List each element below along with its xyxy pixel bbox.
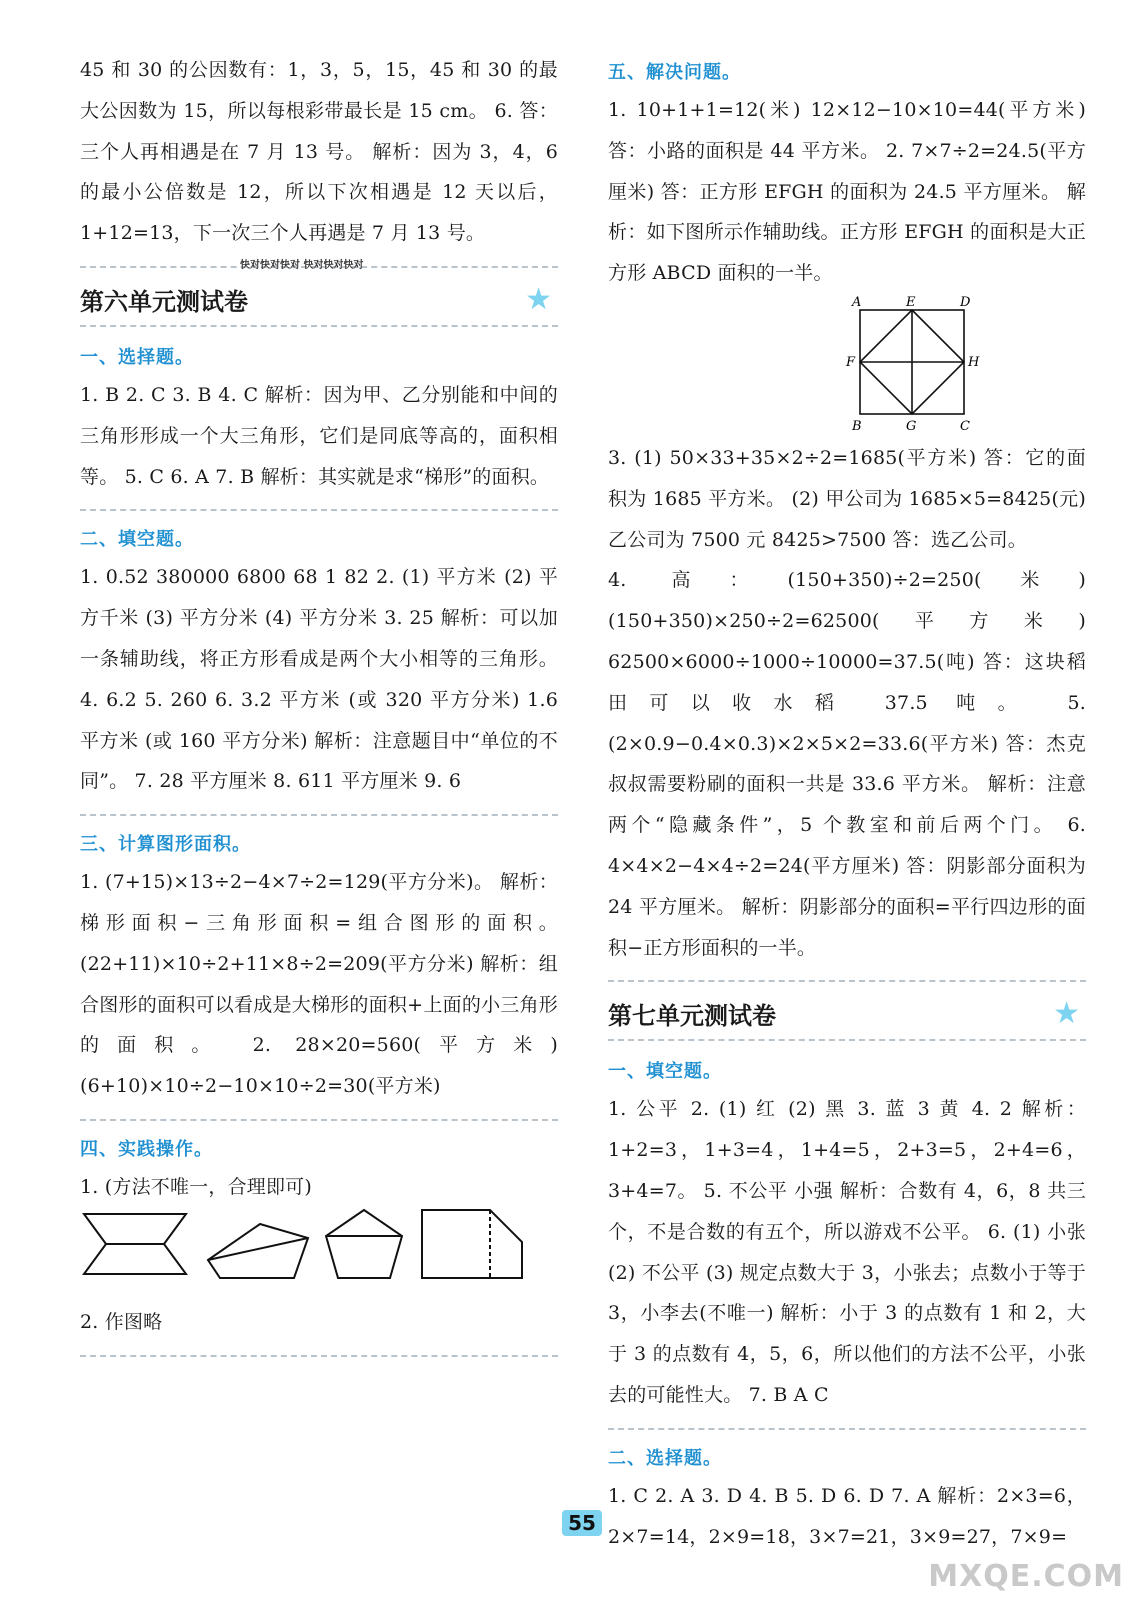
choice-answers-u7: 1. C 2. A 3. D 4. B 5. D 6. D 7. A 解析：2×3=6，2×7=14，2×9=18，3×7=21，3×9=27，7×9= — [608, 1484, 1086, 1548]
page-number: 55 — [562, 1510, 602, 1536]
practice-item-1: 1. (方法不唯一，合理即可) — [80, 1175, 312, 1198]
right-column — [608, 50, 1086, 1557]
unit7-title — [608, 996, 1086, 1041]
unit6-title-text: 第六单元测试卷 — [80, 287, 248, 316]
solve-answers-3: 4. 高：(150+350)÷2=250(米) (150+350)×250÷2=62500(平方米) 62500×6000÷1000÷10000=37.5(吨) 答：这块稻田可以收水稻 37.5 吨。 5. (2×0.9−0.4×0.3)×2×5×2=33.6(平方米) 答：杰克叔叔需要粉刷的面积一共是 33.6 平方米。 解析：注意两个“隐藏条件”，5 个教室和前后两个门。 6. 4×4×2−4×4÷2=24(平方厘米) 答：阴影部分面积为 24 平方厘米。 解析：阴影部分的面积=平行四边形的面积−正方形面积的一半。 — [608, 569, 1086, 959]
label-d: D — [960, 294, 971, 310]
section-head-choice: 一、选择题。 — [80, 346, 194, 368]
label-e: E — [906, 294, 916, 310]
fill-answers-u7: 1. 公平 2. (1) 红 (2) 黑 3. 蓝 3 黄 4. 2 解析：1+2=3，1+3=4，1+4=5，2+3=5，2+4=6，3+4=7。 5. 不公平 小强 解析：合数有 4，6，8 共三个，不是合数的有五个，所以游戏不公平。 6. (1) 小张 (2) 不公平 (3) 规定点数大于 3，小张去；点数小于等于 3，小李去(不唯一) 解析：小于 3 的点数有 1 和 2，大于 3 的点数有 4，5，6，所以他们的方法不公平，小张去的可能性大。 7. B A C — [608, 1098, 1086, 1406]
label-g: G — [906, 418, 917, 434]
section-head-solve: 五、解决问题。 — [608, 62, 741, 83]
shape-regular-pentagon — [326, 1210, 402, 1278]
solve-answers-2: 3. (1) 50×33+35×2÷2=1685(平方米) 答：它的面积为 1685 平方米。 (2) 甲公司为 1685×5=8425(元) 乙公司为 7500 元 8425>7500 答：选乙公司。 — [608, 446, 1086, 551]
label-c: C — [960, 418, 970, 434]
divider — [80, 509, 558, 511]
shape-bowtie-trapezoids — [84, 1214, 186, 1274]
divider — [608, 1428, 1086, 1430]
divider — [80, 1355, 558, 1357]
divider — [80, 1119, 558, 1121]
shape-drawings — [80, 1208, 550, 1298]
unit7-title-text: 第七单元测试卷 — [608, 1002, 776, 1031]
area-answers: 1. (7+15)×13÷2−4×7÷2=129(平方分米)。 解析：梯形面积−三角形面积=组合图形的面积。 (22+11)×10÷2+11×8÷2=209(平方分米) 解析：组合图形的面积可以看成是大梯形的面积+上面的小三角形的面积。 2. 28×20=560(平方米) (6+10)×10÷2−10×10÷2=30(平方米) — [80, 871, 558, 1098]
label-h: H — [968, 354, 980, 370]
watermark: MXQE.COM — [928, 1559, 1124, 1594]
shape-rectangle-trapezoid — [422, 1210, 522, 1278]
left-column — [80, 50, 558, 1371]
practice-item-2: 2. 作图略 — [80, 1310, 163, 1333]
divider — [80, 814, 558, 816]
handwriting-note: 快对快对快对 快对快对快对 — [240, 259, 364, 271]
star-icon: ★ — [1053, 996, 1080, 1032]
solve-answers-1: 1. 10+1+1=12(米) 12×12−10×10=44(平方米) 答：小路的面积是 44 平方米。 2. 7×7÷2=24.5(平方厘米) 答：正方形 EFGH 的面积为 24.5 平方厘米。 解析：如下图所示作辅助线。正方形 EFGH 的面积是大正方形 ABCD 面积的一半。 — [608, 99, 1086, 285]
shape-pentagon-split — [208, 1224, 308, 1278]
section-head-area: 三、计算图形面积。 — [80, 834, 251, 856]
star-icon: ★ — [525, 281, 552, 317]
choice-answers: 1. B 2. C 3. B 4. C 解析：因为甲、乙分别能和中间的三角形形成一个大三角形，它们是同底等高的，面积相等。 5. C 6. A 7. B 解析：其实就是求“梯形”的面积。 — [80, 383, 558, 488]
unit6-title — [80, 259, 558, 327]
label-b: B — [852, 418, 862, 434]
section-head-practice: 四、实践操作。 — [80, 1138, 213, 1160]
section-head-fill-u7: 一、填空题。 — [608, 1061, 722, 1083]
square-figure — [608, 294, 1086, 434]
section-head-choice-u7: 二、选择题。 — [608, 1447, 722, 1469]
section-head-fill: 二、填空题。 — [80, 529, 194, 551]
divider — [608, 980, 1086, 982]
label-a: A — [852, 294, 862, 310]
top-paragraph: 45 和 30 的公因数有：1，3，5，15，45 和 30 的最大公因数为 15，所以每根彩带最长是 15 cm。 6. 答：三个人再相遇是在 7 月 13 号。 解析：因为 3，4，6 的最小公倍数是 12，所以下次相遇是 12 天以后，1+12=13，下一次三个人再遇是 7 月 13 号。 — [80, 59, 558, 245]
fill-answers: 1. 0.52 380000 6800 68 1 82 2. (1) 平方米 (2) 平方千米 (3) 平方分米 (4) 平方分米 3. 25 解析：可以加一条辅助线，将正方形看成是两个大小相等的三角形。 4. 6.2 5. 260 6. 3.2 平方米 (或 320 平方分米) 1.6 平方米 (或 160 平方分米) 解析：注意题目中“单位的不同”。 7. 28 平方厘米 8. 611 平方厘米 9. 6 — [80, 566, 558, 793]
label-f: F — [846, 354, 856, 370]
